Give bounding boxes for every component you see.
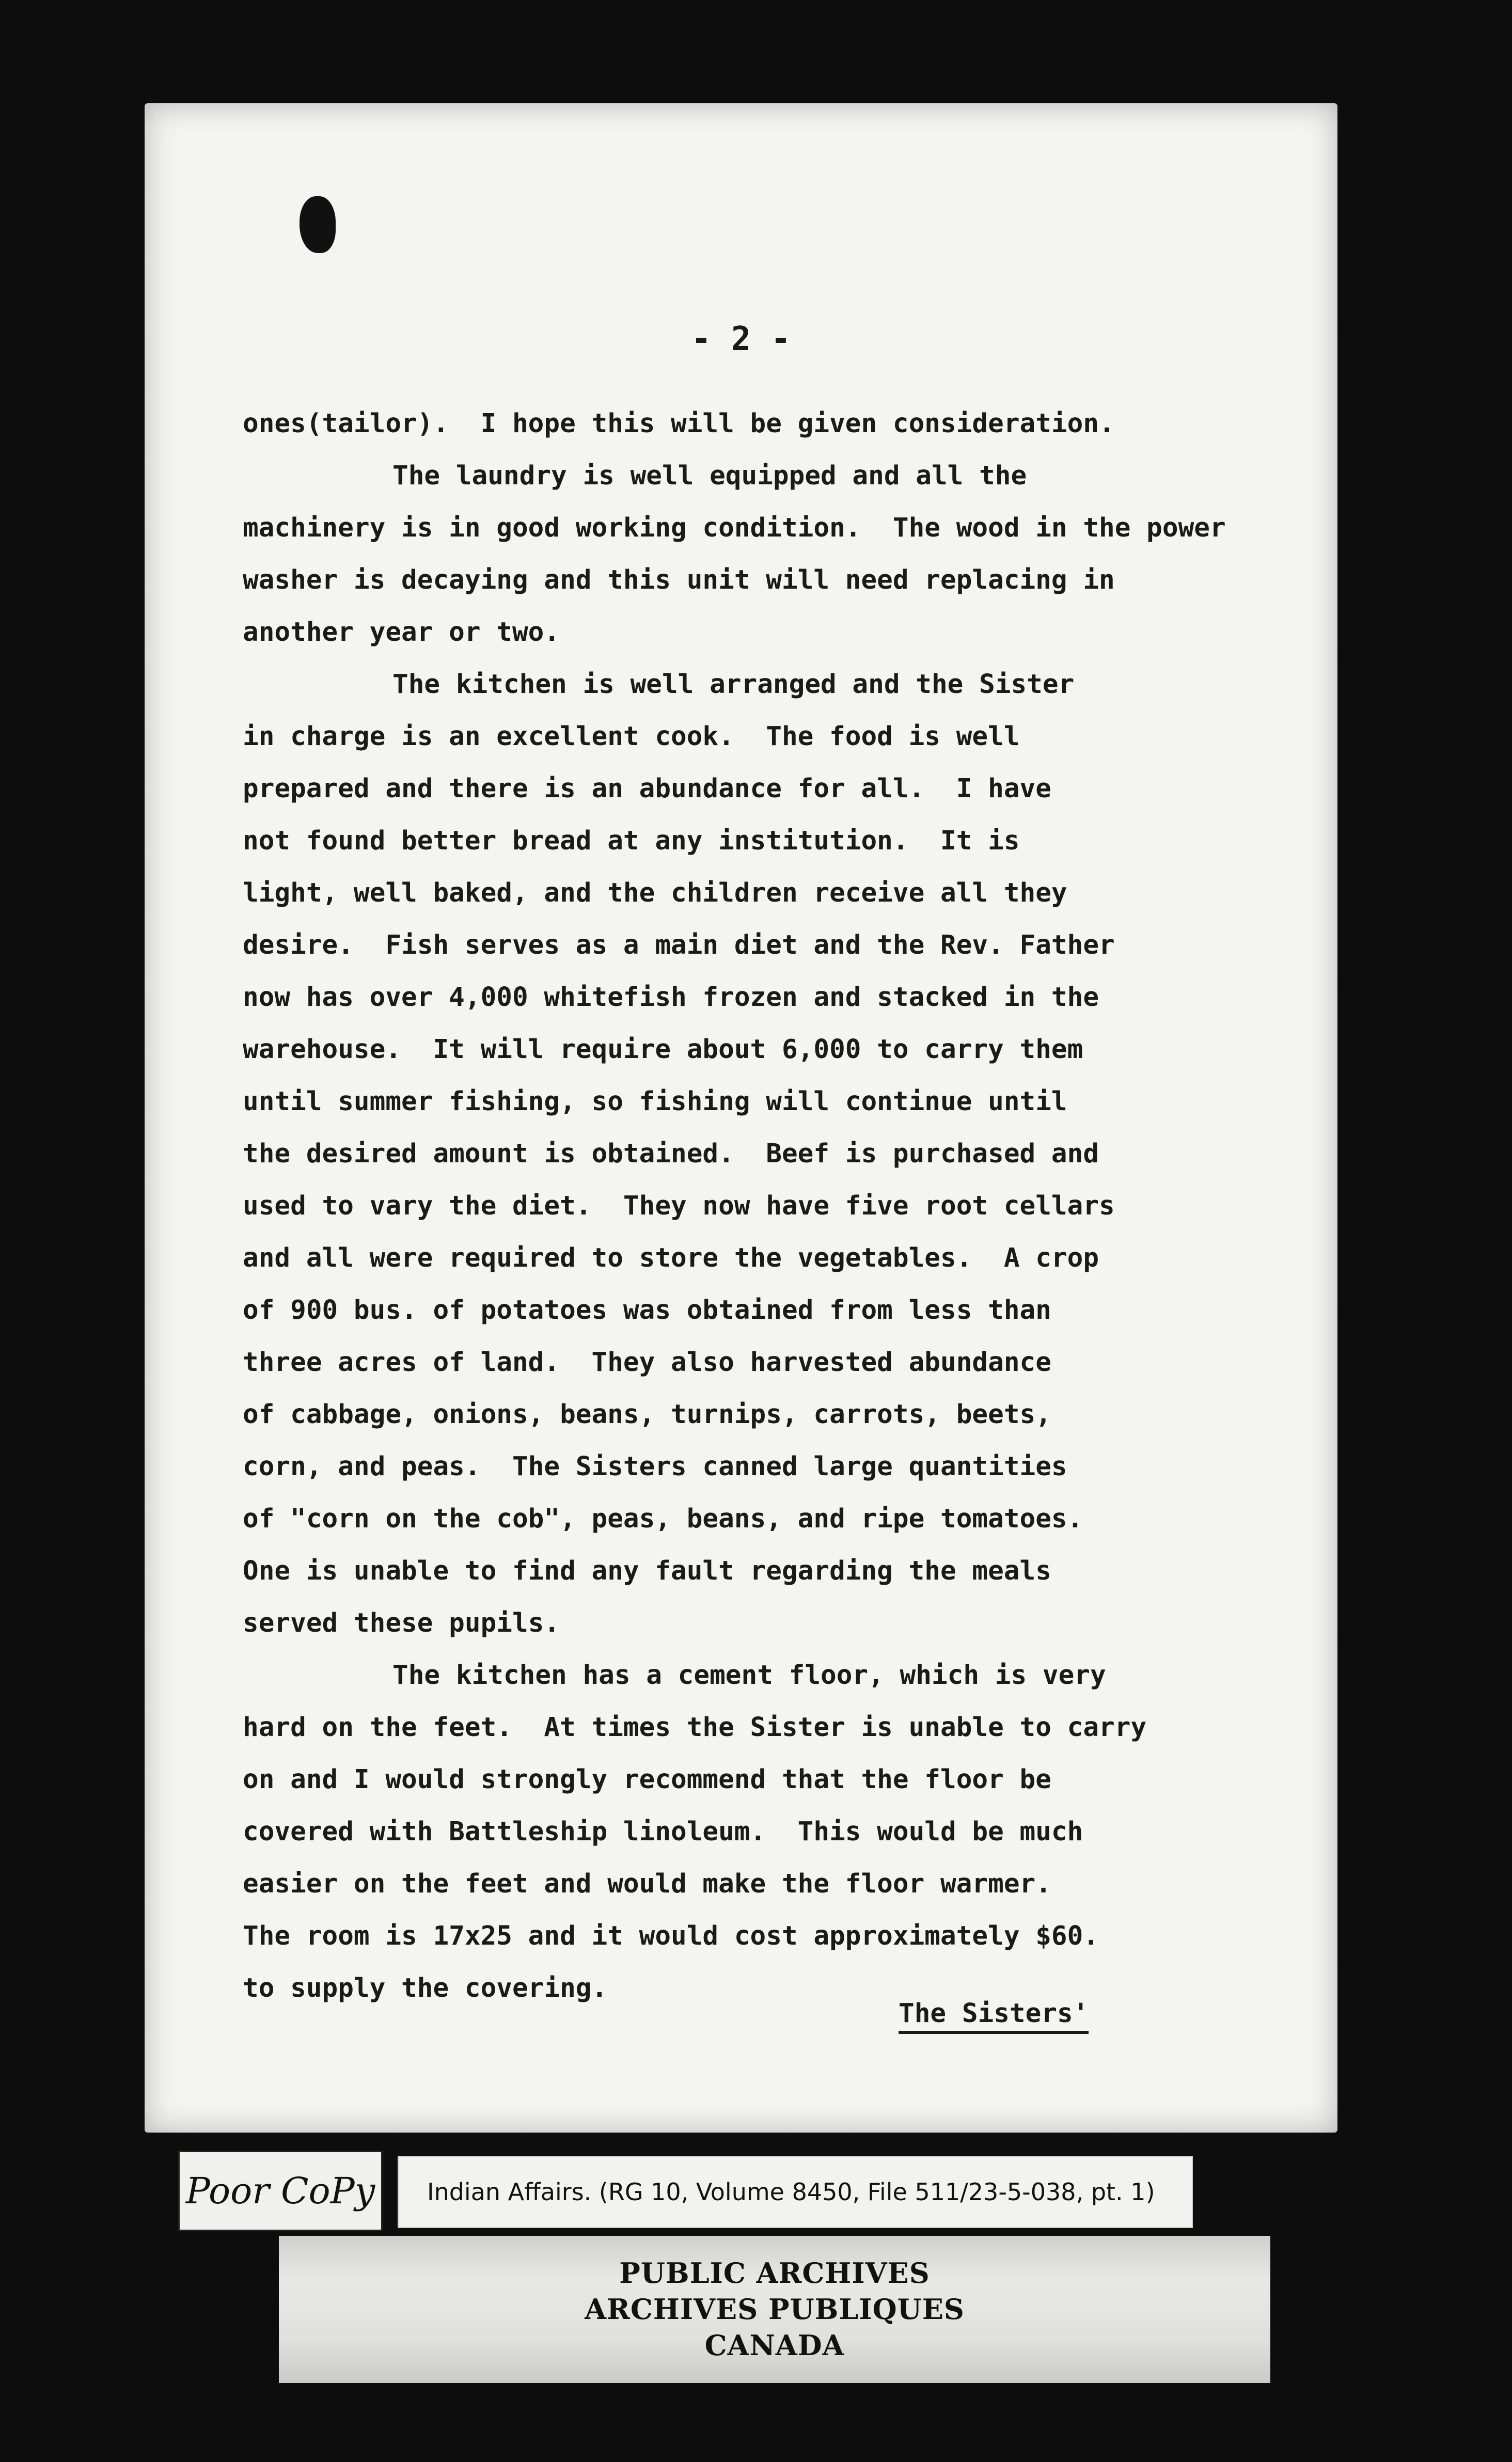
punch-hole xyxy=(300,196,336,253)
text-line: three acres of land. They also harvested abundance xyxy=(243,1347,1051,1378)
text-line: until summer fishing, so fishing will continue until xyxy=(243,1086,1067,1117)
stamp-line-3: CANADA xyxy=(704,2329,845,2362)
handwritten-note: Poor CoPy xyxy=(178,2151,383,2231)
text-line: in charge is an excellent cook. The food is well xyxy=(243,721,1020,752)
text-line: to supply the covering. xyxy=(243,1973,608,2003)
stamp-line-1: PUBLIC ARCHIVES xyxy=(619,2256,930,2290)
text-line: the desired amount is obtained. Beef is purchased and xyxy=(243,1139,1099,1169)
text-line: light, well baked, and the children receive all they xyxy=(243,878,1067,908)
text-line: corn, and peas. The Sisters canned large quantities xyxy=(243,1451,1067,1482)
text-line: ones(tailor). I hope this will be given consideration. xyxy=(243,408,1115,439)
reference-text: Indian Affairs. (RG 10, Volume 8450, File 511/23-5-038, pt. 1) xyxy=(427,2178,1155,2206)
text-line: washer is decaying and this unit will need replacing in xyxy=(243,565,1115,595)
text-line: The laundry is well equipped and all the xyxy=(392,461,1027,491)
text-line: The kitchen is well arranged and the Sister xyxy=(392,669,1075,700)
text-line: on and I would strongly recommend that the floor be xyxy=(243,1764,1051,1795)
continuation-catchword: The Sisters' xyxy=(899,1998,1089,2034)
text-line: covered with Battleship linoleum. This would be much xyxy=(243,1817,1083,1847)
text-line: not found better bread at any institution. It is xyxy=(243,826,1020,856)
stamp-line-2: ARCHIVES PUBLIQUES xyxy=(585,2293,965,2326)
text-line: of 900 bus. of potatoes was obtained from less than xyxy=(243,1295,1051,1325)
text-line: easier on the feet and would make the floor warmer. xyxy=(243,1869,1051,1899)
text-line: warehouse. It will require about 6,000 to carry them xyxy=(243,1034,1083,1065)
text-line: another year or two. xyxy=(243,617,560,648)
text-line: desire. Fish serves as a main diet and the Rev. Father xyxy=(243,930,1115,960)
text-line: prepared and there is an abundance for all. I have xyxy=(243,774,1051,804)
text-line: hard on the feet. At times the Sister is unable to carry xyxy=(243,1712,1147,1743)
page-number: - 2 - xyxy=(691,320,791,358)
text-line: and all were required to store the vegetables. A crop xyxy=(243,1243,1099,1273)
text-line: One is unable to find any fault regarding the meals xyxy=(243,1556,1051,1586)
text-line: of cabbage, onions, beans, turnips, carrots, beets, xyxy=(243,1399,1051,1430)
text-line: now has over 4,000 whitefish frozen and stacked in the xyxy=(243,982,1099,1013)
letter-body xyxy=(243,398,1327,2014)
text-line: served these pupils. xyxy=(243,1608,560,1638)
text-line: of "corn on the cob", peas, beans, and ripe tomatoes. xyxy=(243,1504,1083,1534)
text-line: The kitchen has a cement floor, which is very xyxy=(392,1660,1106,1691)
archive-reference-label xyxy=(398,2156,1193,2228)
text-line: machinery is in good working condition. The wood in the power xyxy=(243,513,1226,543)
text-line: used to vary the diet. They now have five root cellars xyxy=(243,1191,1115,1221)
text-line: The room is 17x25 and it would cost approximately $60. xyxy=(243,1921,1099,1951)
archive-stamp xyxy=(279,2236,1270,2383)
